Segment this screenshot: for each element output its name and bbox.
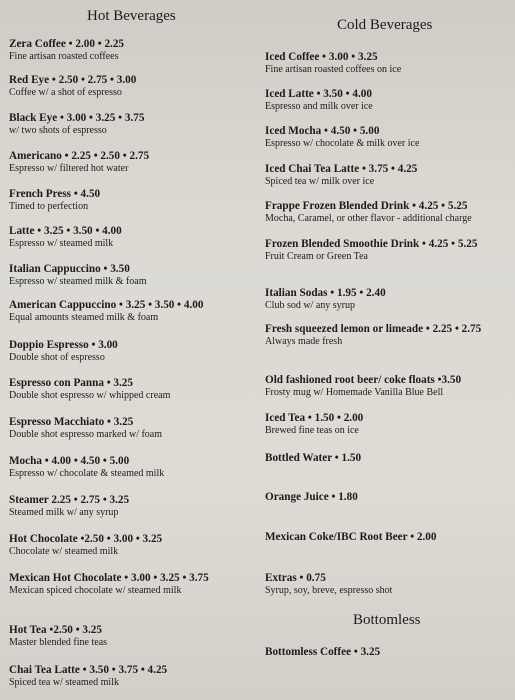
item-description: Always made fresh [265,336,343,347]
item-name: Chai Tea Latte • 3.50 • 3.75 • 4.25 [9,664,168,676]
menu-item-latte [9,225,254,250]
menu-item-mexican-coke [265,531,510,544]
item-description: Double shot espresso marked w/ foam [9,429,163,440]
menu-item-black-eye [9,112,254,137]
menu-item-espresso-con-panna [9,377,254,402]
item-description: Espresso w/ chocolate & steamed milk [9,468,165,479]
menu-item-lemonade [265,323,490,348]
menu-item-smoothie [265,238,490,263]
item-description: Double shot of espresso [9,352,105,363]
item-description: Spiced tea w/ steamed milk [9,677,119,688]
item-name: Frappe Frozen Blended Drink • 4.25 • 5.25 [265,200,468,212]
item-name: Orange Juice • 1.80 [265,491,358,503]
menu-item-iced-tea [265,412,510,437]
menu-item-american-cappuccino [9,299,254,324]
item-name: Bottomless Coffee • 3.25 [265,646,381,658]
menu-item-root-beer-floats [265,374,510,399]
item-name: Iced Latte • 3.50 • 4.00 [265,88,372,100]
item-name: Espresso con Panna • 3.25 [9,377,133,389]
menu-item-bottled-water [265,452,510,465]
menu-item-iced-chai-tea-latte [265,163,510,188]
item-name: Italian Sodas • 1.95 • 2.40 [265,287,386,299]
menu-item-mocha [9,455,254,480]
item-description: Frosty mug w/ Homemade Vanilla Blue Bell [265,387,444,398]
item-name: American Cappuccino • 3.25 • 3.50 • 4.00 [9,299,204,311]
item-description: Coffee w/ a shot of espresso [9,87,122,98]
menu-item-americano [9,150,254,175]
item-description: Espresso w/ steamed milk & foam [9,276,147,287]
item-description: Equal amounts steamed milk & foam [9,312,159,323]
menu-item-zera-coffee [9,38,254,63]
menu-item-mexican-hot-chocolate [9,572,244,597]
item-name: Zera Coffee • 2.00 • 2.25 [9,38,125,50]
item-name: Iced Mocha • 4.50 • 5.00 [265,125,380,137]
item-description: Spiced tea w/ milk over ice [265,176,375,187]
hot-beverages-heading: Hot Beverages [87,8,176,24]
menu-item-espresso-macchiato [9,416,254,441]
item-name: Mexican Coke/IBC Root Beer • 2.00 [265,531,437,543]
item-description: Fruit Cream or Green Tea [265,251,368,262]
menu-item-iced-latte [265,88,510,113]
menu-item-bottomless-coffee [265,646,510,659]
item-name: Black Eye • 3.00 • 3.25 • 3.75 [9,112,145,124]
menu-item-chai-tea-latte [9,664,254,689]
item-description: Espresso and milk over ice [265,101,373,112]
item-description: Fine artisan roasted coffees [9,51,119,62]
item-description: Mexican spiced chocolate w/ steamed milk [9,585,182,596]
menu-item-hot-tea [9,624,254,649]
item-name: Bottled Water • 1.50 [265,452,362,464]
menu-item-italian-cappuccino [9,263,254,288]
item-description: Syrup, soy, breve, espresso shot [265,585,393,596]
item-description: Fine artisan roasted coffees on ice [265,64,402,75]
item-description: Espresso w/ filtered hot water [9,163,129,174]
item-description: Espresso w/ chocolate & milk over ice [265,138,420,149]
item-name: Mocha • 4.00 • 4.50 • 5.00 [9,455,130,467]
menu-item-hot-chocolate [9,533,254,558]
menu-item-iced-mocha [265,125,510,150]
item-description: w/ two shots of espresso [9,125,107,136]
item-name: Fresh squeezed lemon or limeade • 2.25 • 2.75 [265,323,482,335]
menu-item-iced-coffee [265,51,510,76]
item-name: Red Eye • 2.50 • 2.75 • 3.00 [9,74,137,86]
item-name: Old fashioned root beer/ coke floats •3.50 [265,374,462,386]
item-description: Brewed fine teas on ice [265,425,359,436]
menu-item-red-eye [9,74,254,99]
item-name: Iced Tea • 1.50 • 2.00 [265,412,364,424]
item-description: Chocolate w/ steamed milk [9,546,119,557]
menu-item-italian-sodas [265,287,510,312]
item-name: Frozen Blended Smoothie Drink • 4.25 • 5.25 [265,238,478,250]
menu-item-orange-juice [265,491,510,504]
item-description: Master blended fine teas [9,637,108,648]
item-description: Mocha, Caramel, or other flavor - additional charge [265,213,472,224]
menu-item-frappe [265,200,510,225]
item-description: Espresso w/ steamed milk [9,238,114,249]
item-name: Mexican Hot Chocolate • 3.00 • 3.25 • 3.75 [9,572,209,584]
item-name: Americano • 2.25 • 2.50 • 2.75 [9,150,150,162]
item-description: Timed to perfection [9,201,89,212]
item-name: Doppio Espresso • 3.00 [9,339,118,351]
item-name: Italian Cappuccino • 3.50 [9,263,130,275]
menu-item-extras [265,572,510,597]
item-description: Double shot espresso w/ whipped cream [9,390,171,401]
menu-item-doppio-espresso [9,339,254,364]
item-description: Steamed milk w/ any syrup [9,507,119,518]
item-name: Hot Tea •2.50 • 3.25 [9,624,102,636]
menu-item-steamer [9,494,254,519]
item-name: Espresso Macchiato • 3.25 [9,416,134,428]
bottomless-heading: Bottomless [353,612,421,628]
item-name: Steamer 2.25 • 2.75 • 3.25 [9,494,130,506]
item-name: Latte • 3.25 • 3.50 • 4.00 [9,225,122,237]
item-name: Hot Chocolate •2.50 • 3.00 • 3.25 [9,533,163,545]
item-description: Club sod w/ any syrup [265,300,355,311]
item-name: Iced Coffee • 3.00 • 3.25 [265,51,378,63]
menu-item-french-press [9,188,254,213]
item-name: Iced Chai Tea Latte • 3.75 • 4.25 [265,163,418,175]
cold-beverages-heading: Cold Beverages [337,17,433,33]
item-name: French Press • 4.50 [9,188,101,200]
item-name: Extras • 0.75 [265,572,326,584]
